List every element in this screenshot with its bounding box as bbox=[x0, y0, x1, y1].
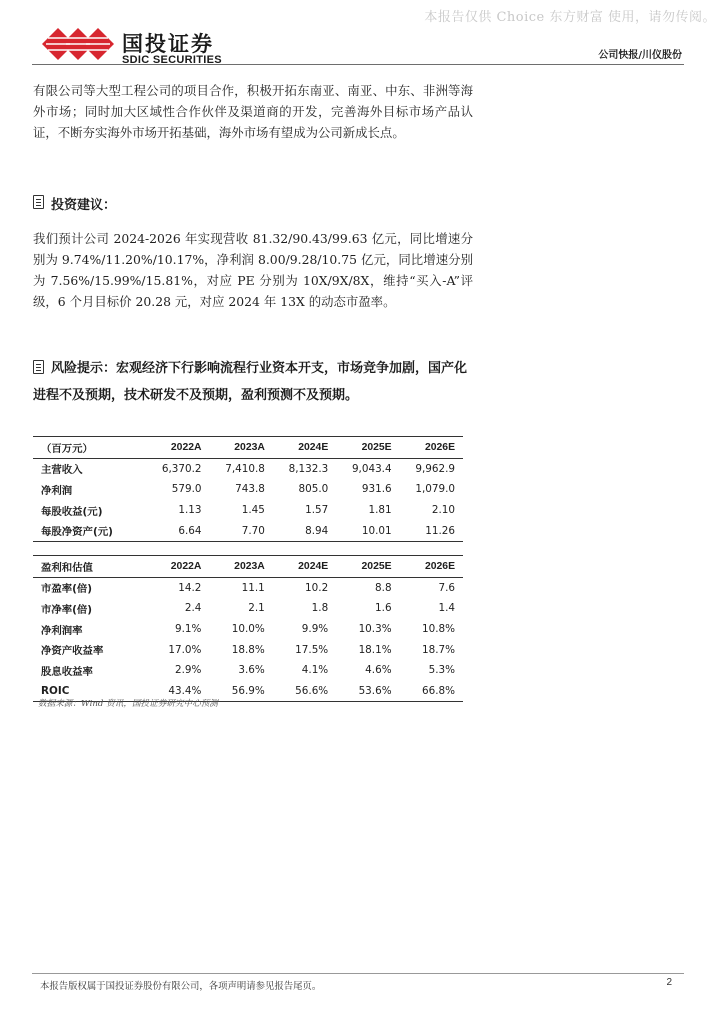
table-cell: 931.6 bbox=[361, 483, 392, 496]
table-header-cell: 2024E bbox=[265, 556, 328, 578]
table-cell: 579.0 bbox=[171, 483, 202, 496]
table-row bbox=[33, 520, 463, 541]
table-cell: 18.8% bbox=[231, 643, 265, 656]
table-cell: 43.4% bbox=[138, 681, 201, 702]
table-header-cell: 2024E bbox=[265, 437, 328, 459]
table-cell: 7,410.8 bbox=[225, 462, 265, 475]
logo-name-en: SDIC SECURITIES bbox=[122, 54, 222, 66]
investment-advice-title: 投资建议： bbox=[51, 198, 117, 213]
table-cell: 1.8 bbox=[311, 602, 329, 615]
table-cell: 股息收益率 bbox=[41, 665, 93, 678]
table-cell: 2.9% bbox=[175, 664, 202, 677]
table-cell: 10.01 bbox=[328, 520, 391, 541]
table-cell: 7.70 bbox=[202, 520, 265, 541]
table-cell: 53.6% bbox=[328, 681, 391, 702]
table-header-row bbox=[33, 437, 463, 459]
table-header-cell: 盈利和估值 bbox=[33, 556, 138, 578]
table-row bbox=[33, 479, 463, 500]
table-header-cell: 2023A bbox=[202, 437, 265, 459]
table-cell: 17.0% bbox=[168, 643, 202, 656]
table-cell: 4.6% bbox=[365, 664, 392, 677]
table-cell: 10.2 bbox=[305, 581, 329, 594]
table-cell: 9.9% bbox=[301, 623, 329, 636]
breadcrumb: 公司快报/川仪股份 bbox=[598, 50, 682, 61]
table-cell: 56.6% bbox=[265, 681, 328, 702]
copyright-footer: 本报告版权属于国投证券股份有限公司，各项声明请参见报告尾页。 bbox=[40, 981, 322, 992]
document-icon bbox=[33, 195, 44, 209]
table-cell: 18.1% bbox=[358, 643, 392, 656]
table-cell: 9,043.4 bbox=[351, 462, 392, 475]
table-cell: 1.6 bbox=[375, 602, 392, 615]
table-row bbox=[33, 598, 463, 619]
table-cell: 1.81 bbox=[368, 504, 392, 517]
risk-warning bbox=[33, 355, 473, 409]
watermark: 本报告仅供 Choice 东方财富 使用，请勿传阅。 bbox=[424, 10, 716, 25]
table-header-cell: （百万元） bbox=[33, 437, 138, 459]
page-number: 2 bbox=[666, 977, 672, 988]
table-cell: 1.13 bbox=[178, 504, 202, 517]
table-cell: 8,132.3 bbox=[288, 462, 329, 475]
table-cell: 6,370.2 bbox=[161, 462, 202, 475]
table-cell: 每股收益(元) bbox=[41, 505, 103, 518]
table-cell: 5.3% bbox=[428, 664, 455, 677]
table-row bbox=[33, 660, 463, 681]
table-cell: 10.0% bbox=[231, 623, 265, 636]
table-cell: 1.4 bbox=[438, 602, 455, 615]
risk-text: 宏观经济下行影响流程行业资本开支，市场竞争加剧，国产化进程不及预期，技术研发不及预期，盈利预测不及预期。 bbox=[33, 361, 468, 403]
table-cell: 净利润 bbox=[41, 484, 73, 497]
table-cell: 2.10 bbox=[431, 504, 455, 517]
table-cell: 1.45 bbox=[241, 504, 265, 517]
table-row bbox=[33, 619, 463, 640]
table-cell: 14.2 bbox=[178, 581, 202, 594]
table-cell: 市盈率(倍) bbox=[41, 583, 93, 596]
table-cell: 1.57 bbox=[305, 504, 329, 517]
table-cell: 743.8 bbox=[235, 483, 265, 496]
table-cell: 18.7% bbox=[421, 643, 455, 656]
table-cell: 10.3% bbox=[358, 623, 392, 636]
logo-mark-icon bbox=[40, 26, 116, 62]
table-header-cell: 2026E bbox=[392, 556, 463, 578]
valuation-table bbox=[33, 555, 463, 702]
table-header-row bbox=[33, 556, 463, 578]
investment-advice-paragraph: 我们预计公司 2024-2026 年实现营收 81.32/90.43/99.63 亿元，同比增速分别为 9.74%/11.20%/10.17%，净利润 8.00/9.28/10.75 亿元，同比增速分别为 7.56%/15.99%/15.81%，对应 PE 分别为 10X/9X/8X，维持“买入-A”评级，6 个月目标价 20.28 元，对应 2024 年 13X 的动态市盈率。 bbox=[33, 231, 473, 309]
company-logo bbox=[40, 26, 250, 64]
table-cell: 8.94 bbox=[265, 520, 328, 541]
table-cell: 2.1 bbox=[248, 602, 265, 615]
logo-name-cn: 国投证券 bbox=[122, 32, 214, 56]
table-cell: 56.9% bbox=[201, 681, 264, 702]
table-cell: 11.1 bbox=[241, 581, 265, 594]
footer-divider bbox=[32, 973, 684, 974]
table-cell: ROIC bbox=[33, 681, 138, 702]
table-header-cell: 2026E bbox=[392, 437, 463, 459]
table-cell: 9,962.9 bbox=[415, 462, 455, 475]
table-cell: 净资产收益率 bbox=[41, 645, 104, 658]
table-cell: 主营收入 bbox=[41, 464, 83, 477]
table-row bbox=[33, 639, 463, 660]
overseas-market-paragraph: 有限公司等大型工程公司的项目合作，积极开拓东南亚、南亚、中东、非洲等海外市场；同时加大区域性合作伙伴及渠道商的开发，完善海外目标市场产品认证，不断夯实海外市场开拓基础，海外市场有望成为公司新成长点。 bbox=[33, 83, 473, 140]
table-header-cell: 2025E bbox=[328, 556, 391, 578]
table-cell: 2.4 bbox=[184, 602, 202, 615]
table-row bbox=[33, 577, 463, 598]
table-cell: 10.8% bbox=[421, 623, 455, 636]
header-divider bbox=[32, 64, 684, 65]
table-cell: 17.5% bbox=[295, 643, 329, 656]
table-row bbox=[33, 458, 463, 479]
table-cell: 净利润率 bbox=[41, 624, 83, 637]
table-cell: 市净率(倍) bbox=[41, 603, 93, 616]
risk-title: 风险提示： bbox=[51, 361, 117, 376]
table-cell: 7.6 bbox=[438, 581, 455, 594]
table-header-cell: 2023A bbox=[201, 556, 264, 578]
table-cell: 6.64 bbox=[138, 520, 201, 541]
table-header-cell: 2022A bbox=[138, 437, 201, 459]
table-cell: 3.6% bbox=[238, 664, 265, 677]
table-cell: 1,079.0 bbox=[415, 483, 455, 496]
document-icon bbox=[33, 360, 44, 374]
table-cell: 8.8 bbox=[375, 581, 392, 594]
table-cell: 4.1% bbox=[301, 664, 329, 677]
table-row bbox=[33, 500, 463, 521]
table-cell: 805.0 bbox=[298, 483, 329, 496]
data-source-note: 数据来源：Wind 资讯，国投证券研究中心预测 bbox=[38, 699, 218, 709]
table-header-cell: 2022A bbox=[138, 556, 201, 578]
table-cell: 9.1% bbox=[175, 623, 202, 636]
financial-summary-table bbox=[33, 436, 463, 542]
table-cell: 66.8% bbox=[392, 681, 463, 702]
table-cell: 11.26 bbox=[392, 520, 463, 541]
table-cell: 每股净资产(元) bbox=[33, 520, 138, 541]
table-header-cell: 2025E bbox=[328, 437, 391, 459]
investment-advice-heading bbox=[33, 194, 116, 213]
